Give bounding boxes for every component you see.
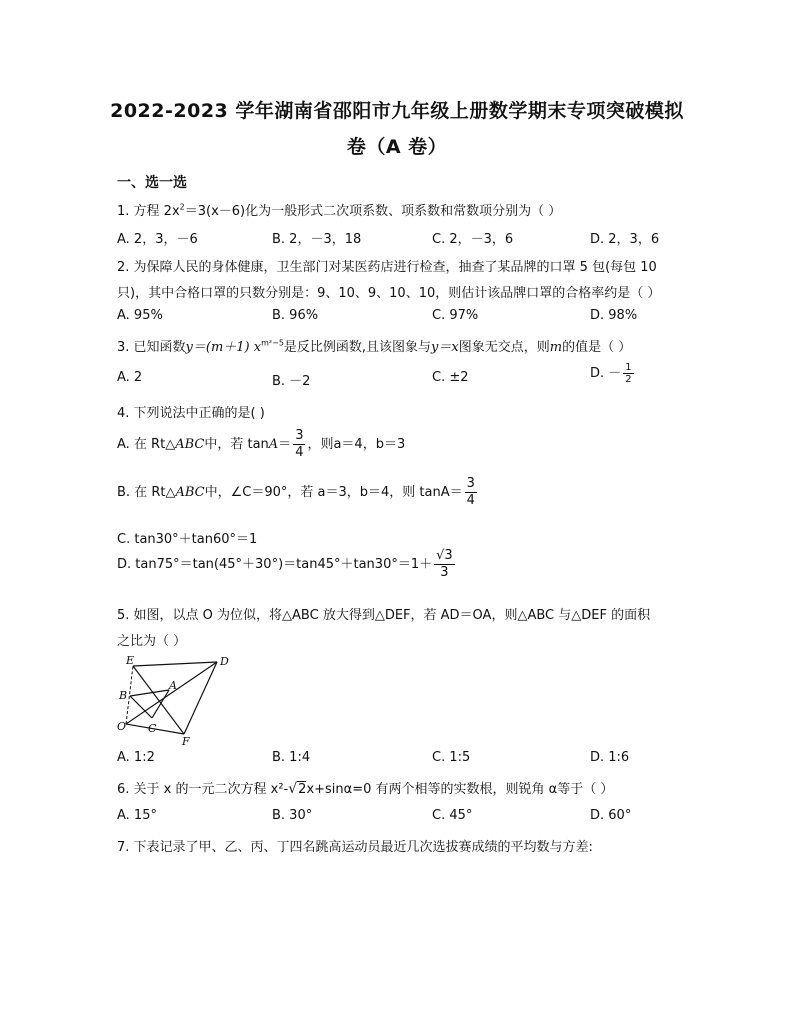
q6-option-d[interactable]: D. 60°	[590, 808, 632, 823]
q4b-fraction	[465, 476, 477, 509]
sqrt-icon: √	[288, 781, 298, 797]
similar-triangles-figure	[114, 654, 238, 746]
q1-stem-a: 1. 方程 2x	[117, 204, 180, 219]
label-O: O	[117, 720, 127, 733]
question-6	[117, 778, 613, 797]
fraction-denominator: 3	[440, 565, 449, 580]
exam-title-line1: 2022-2023 学年湖南省邵阳市九年级上册数学期末专项突破模拟	[110, 100, 684, 122]
q2-option-a[interactable]: A. 95%	[117, 308, 163, 323]
section-heading: 一、选一选	[117, 175, 187, 191]
q4-option-a[interactable]	[117, 428, 405, 461]
q2-option-b[interactable]: B. 96%	[272, 308, 319, 323]
label-C: C	[148, 722, 157, 735]
fraction-numerator: 3	[295, 428, 304, 443]
q3-stem-a: 3. 已知函数	[117, 340, 186, 355]
q7-stem: 7. 下表记录了甲、乙、丙、丁四名跳高运动员最近几次选拔赛成绩的平均数与方差:	[117, 840, 593, 855]
q4a-triangle: ABC	[175, 437, 205, 452]
q1-option-c[interactable]: C. 2，－3，6	[432, 232, 514, 247]
question-1: 1. 方程 $2x^2=3(x-6)$化为一般形式二次项系数、项系数和常数项分别为（ ）	[117, 202, 562, 219]
q2-line1: 2. 为保障人民的身体健康，卫生部门对某医药店进行检查，抽查了某品牌的口罩 5 包(每包 10	[117, 260, 657, 275]
q4-option-d[interactable]	[117, 548, 457, 581]
q4b-pre: B. 在 Rt△	[117, 485, 176, 500]
edge-ED	[133, 662, 217, 666]
label-F: F	[182, 735, 190, 746]
q4a-post: ，则a＝4，b＝3	[307, 437, 406, 452]
q3-option-d-label: D. －	[590, 366, 622, 381]
q3-exponent: m²−5	[261, 338, 284, 348]
q2-line2: 只)，其中合格口罩的只数分别是：9、10、9、10、10，则估计该品牌口罩的合格率约是（ ）	[117, 286, 661, 301]
fraction-denominator: 4	[295, 445, 304, 460]
q6-stem-b: x+sinα=0 有两个相等的实数根，则锐角 α等于（ ）	[306, 782, 614, 797]
q5-option-d[interactable]: D. 1:6	[590, 750, 630, 765]
fraction-denominator: 2	[625, 374, 632, 385]
q5-option-a[interactable]: A. 1:2	[117, 750, 155, 765]
q3-stem-b: 是反比例函数,且该图象与	[283, 340, 432, 355]
q6-option-b[interactable]: B. 30°	[272, 808, 313, 823]
question-3	[117, 336, 631, 355]
fraction-numerator: 1	[625, 362, 632, 373]
q1-option-d[interactable]: D. 2，3，6	[590, 232, 660, 247]
fraction-denominator: 4	[466, 493, 475, 508]
q4-stem: 4. 下列说法中正确的是( )	[117, 406, 265, 421]
label-E: E	[126, 654, 135, 667]
fraction-numerator: √3	[436, 548, 453, 563]
edge-EF	[133, 666, 184, 734]
q3-option-b[interactable]: B. －2	[272, 374, 311, 389]
q3-option-c[interactable]: C. ±2	[432, 370, 469, 385]
q3-function: y＝(m＋1) x	[185, 340, 262, 355]
q3-line-eq: y＝x	[431, 340, 459, 355]
q3-option-d[interactable]	[590, 362, 636, 385]
q5-option-c[interactable]: C. 1:5	[432, 750, 471, 765]
label-D: D	[220, 655, 229, 668]
q4b-triangle: ABC	[175, 485, 205, 500]
q6-option-a[interactable]: A. 15°	[117, 808, 157, 823]
q5-line2: 之比为（ ）	[117, 634, 187, 649]
label-B: B	[119, 689, 128, 702]
q4d-fraction	[434, 548, 455, 581]
q3-option-a[interactable]: A. 2	[117, 370, 143, 385]
q3-stem-f: 的值是（ ）	[562, 340, 632, 355]
edge-BA	[130, 690, 169, 696]
q6-stem-a: 6. 关于 x 的一元二次方程 x²-	[117, 782, 289, 797]
q5-option-b[interactable]: B. 1:4	[272, 750, 311, 765]
q4a-mid: 中，若 tan	[204, 437, 269, 452]
edge-BC	[130, 696, 152, 718]
q4a-pre: A. 在 Rt△	[117, 437, 176, 452]
q6-option-c[interactable]: C. 45°	[432, 808, 473, 823]
q4a-eq: ＝	[278, 437, 292, 452]
q4d-pre: D. tan75°＝tan(45°＋30°)＝tan45°＋tan30°＝1＋	[117, 557, 433, 572]
q3-var-m: m	[549, 340, 563, 355]
q6-radicand: 2	[298, 782, 307, 797]
q1-option-a[interactable]: A. 2，3，－6	[117, 232, 198, 247]
q2-option-d[interactable]: D. 98%	[590, 308, 638, 323]
q1-option-b[interactable]: B. 2，－3，18	[272, 232, 362, 247]
exam-title-line2: 卷（A 卷）	[346, 136, 448, 158]
q4-option-b[interactable]	[117, 476, 479, 509]
q4a-var: A	[268, 437, 279, 452]
q4a-fraction	[293, 428, 305, 461]
fraction-numerator: 3	[466, 476, 475, 491]
q4-option-c[interactable]: C. tan30°＋tan60°＝1	[117, 532, 258, 547]
q2-option-c[interactable]: C. 97%	[432, 308, 479, 323]
q5-line1: 5. 如图，以点 O 为位似，将△ABC 放大得到△DEF，若 AD＝OA，则△ABC 与△DEF 的面积	[117, 608, 651, 623]
q1-stem-b: ＝3(x－6)化为一般形式二次项系数、项系数和常数项分别为（ ）	[184, 204, 562, 219]
q3-stem-d: 图象无交点，则	[458, 340, 550, 355]
label-A: A	[169, 679, 177, 692]
q3-option-d-fraction	[623, 362, 633, 385]
q4b-mid: 中，∠C＝90°，若 a＝3，b＝4，则 tanA＝	[204, 485, 463, 500]
